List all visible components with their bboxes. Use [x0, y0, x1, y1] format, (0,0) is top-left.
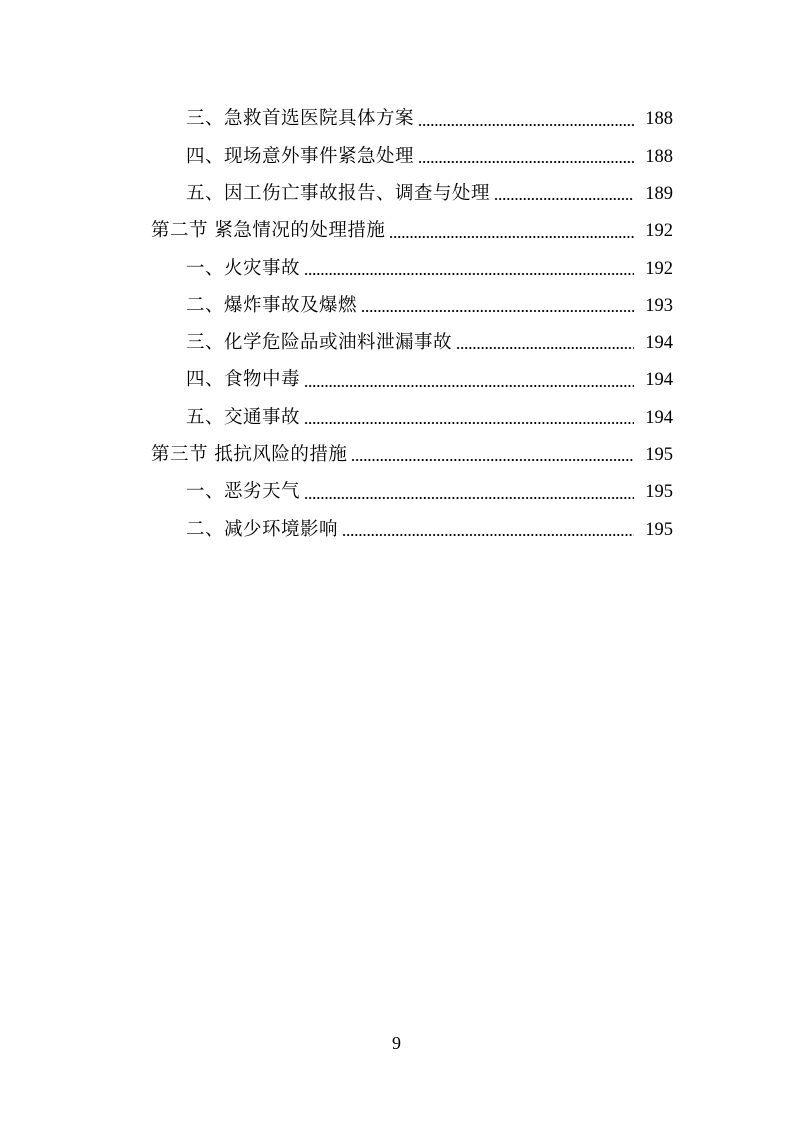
- toc-leader-dots: [494, 190, 634, 209]
- toc-leader-dots: [304, 376, 634, 395]
- toc-leader-dots: [389, 227, 634, 246]
- toc-entry-title: 第三节 抵抗风险的措施: [151, 444, 348, 466]
- toc-entry-page: 194: [645, 407, 673, 428]
- toc-entry-title: 一、火灾事故: [186, 257, 301, 279]
- toc-entry-page: 192: [645, 258, 673, 279]
- toc-entry-page: 188: [645, 109, 673, 130]
- toc-entry-title: 四、食物中毒: [186, 369, 301, 391]
- toc-entry-page: 189: [645, 183, 673, 204]
- toc-entry-page: 188: [645, 146, 673, 167]
- toc-entry[interactable]: [0, 511, 793, 548]
- toc-section-entry[interactable]: [0, 213, 793, 250]
- toc-entry-page: 192: [645, 221, 673, 242]
- toc-entry[interactable]: [0, 287, 793, 324]
- toc-entry[interactable]: [0, 138, 793, 175]
- toc-entry-title: 三、化学危险品或油料泄漏事故: [186, 332, 453, 354]
- toc-entry-title: 一、恶劣天气: [186, 481, 301, 503]
- toc-entry[interactable]: [0, 325, 793, 362]
- toc-entry[interactable]: [0, 399, 793, 436]
- toc-entry-title: 二、减少环境影响: [186, 518, 339, 540]
- toc-entry-title: 第二节 紧急情况的处理措施: [151, 220, 386, 242]
- toc-entry-title: 二、爆炸事故及爆燃: [186, 294, 358, 316]
- toc-leader-dots: [304, 265, 634, 284]
- toc-entry-page: 195: [645, 445, 673, 466]
- toc-leader-dots: [418, 153, 634, 172]
- toc-entry[interactable]: [0, 250, 793, 287]
- toc-section-entry[interactable]: [0, 437, 793, 474]
- toc-leader-dots: [456, 339, 634, 358]
- toc-entry-title: 四、现场意外事件紧急处理: [186, 145, 415, 167]
- toc-entry-title: 五、因工伤亡事故报告、调查与处理: [186, 182, 491, 204]
- toc-entry-page: 194: [645, 370, 673, 391]
- toc-entry-page: 193: [645, 295, 673, 316]
- toc-entry[interactable]: [0, 101, 793, 138]
- toc-entry[interactable]: [0, 362, 793, 399]
- toc-entry-page: 194: [645, 333, 673, 354]
- toc-leader-dots: [304, 414, 634, 433]
- toc-leader-dots: [361, 302, 634, 321]
- toc-entry[interactable]: [0, 474, 793, 511]
- toc-leader-dots: [342, 526, 634, 545]
- toc-leader-dots: [304, 488, 634, 507]
- toc-leader-dots: [351, 451, 634, 470]
- toc-entry-page: 195: [645, 519, 673, 540]
- toc-entry-page: 195: [645, 482, 673, 503]
- page-number: 9: [392, 1033, 401, 1053]
- table-of-contents: [0, 101, 793, 549]
- toc-leader-dots: [418, 115, 634, 134]
- toc-entry-title: 五、交通事故: [186, 406, 301, 428]
- toc-entry-title: 三、急救首选医院具体方案: [186, 108, 415, 130]
- toc-entry[interactable]: [0, 176, 793, 213]
